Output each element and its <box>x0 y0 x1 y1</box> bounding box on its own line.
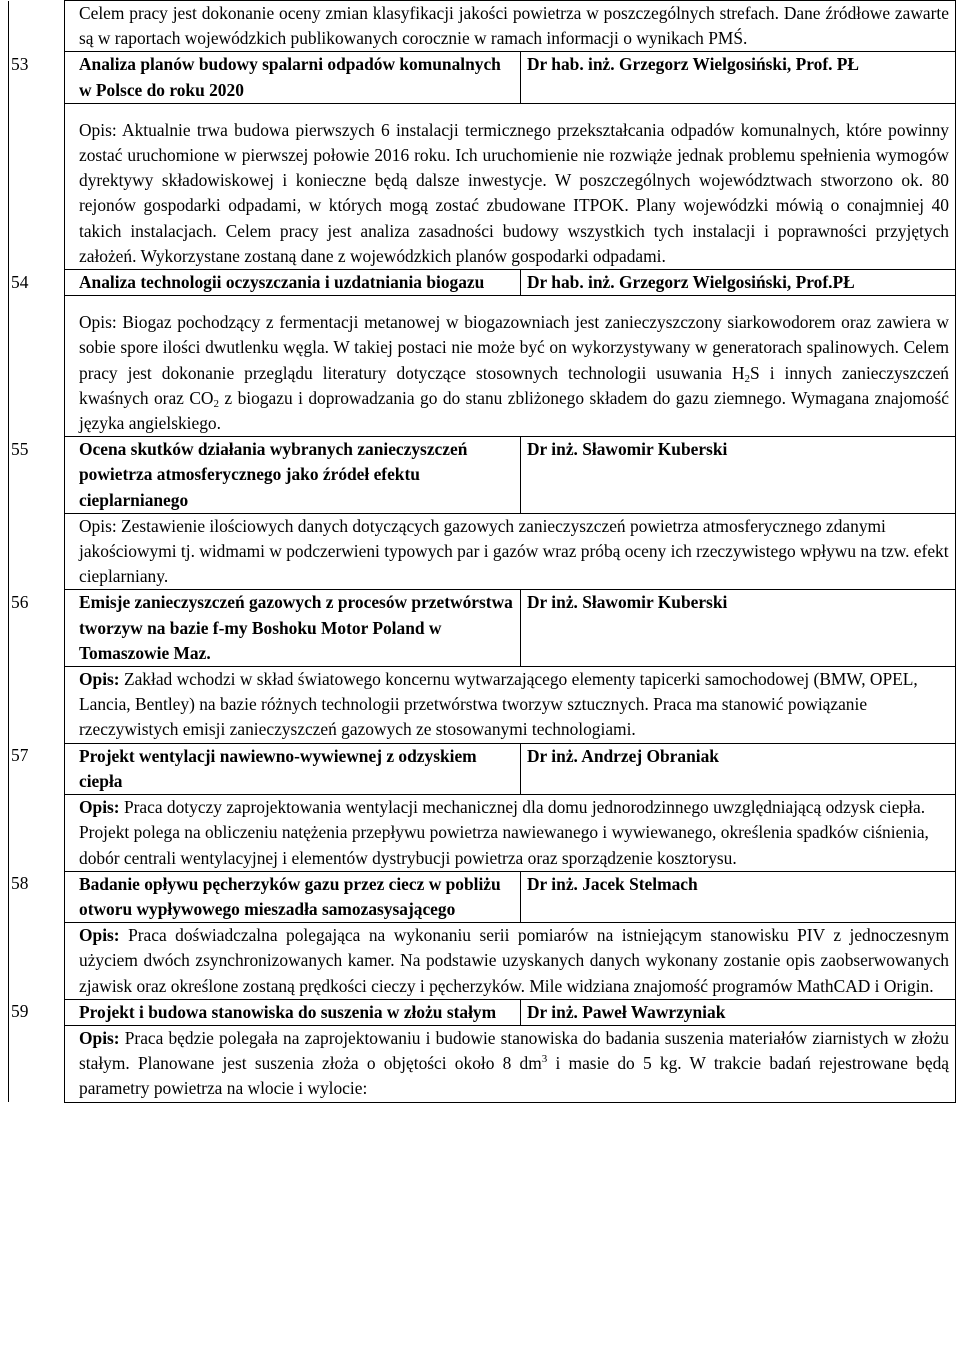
table-row <box>9 1 956 52</box>
table-row <box>9 999 956 1025</box>
description-label: Opis: <box>79 515 117 536</box>
supervisor-name: Dr hab. inż. Grzegorz Wielgosiński, Prof. PŁ <box>521 52 956 103</box>
row-number: 57 <box>9 743 65 794</box>
table-row <box>9 667 956 744</box>
table-row <box>9 1025 956 1102</box>
row-number: 55 <box>9 437 65 514</box>
topic-title: Analiza technologii oczyszczania i uzdatniania biogazu <box>65 270 521 296</box>
row-number: 59 <box>9 999 65 1025</box>
table-row <box>9 437 956 514</box>
table-row <box>9 52 956 103</box>
topic-title: Ocena skutków działania wybranych zanieczyszczeń powietrza atmosferycznego jako źródeł efektu cieplarnianego <box>65 437 521 514</box>
supervisor-name: Dr inż. Andrzej Obraniak <box>521 743 956 794</box>
row-number: 56 <box>9 590 65 667</box>
supervisor-name: Dr inż. Paweł Wawrzyniak <box>521 999 956 1025</box>
table-row <box>9 270 956 296</box>
topic-description: Opis: Zestawienie ilościowych danych dotyczących gazowych zanieczyszczeń powietrza atmosferycznego zdanymi jakościowymi tj. widmami w podczerwieni typowych par i gazów wraz próbą oceny ich rzeczywistego wpływu na tzw. efekt cieplarniany. <box>65 513 956 590</box>
description-label: Opis: <box>79 119 117 140</box>
thesis-topics-table <box>8 0 956 1103</box>
topic-title: Badanie opływu pęcherzyków gazu przez ciecz w pobliżu otworu wypływowego mieszadła samozasysającego <box>65 871 521 922</box>
topic-title: Projekt i budowa stanowiska do suszenia w złożu stałym <box>65 999 521 1025</box>
topic-description: Opis: Zakład wchodzi w skład światowego koncernu wytwarzającego elementy tapicerki samochodowej (BMW, OPEL, Lancia, Bentley) na bazie różnych technologii przetwórstwa tworzyw sztucznych. Praca ma stanowić powiązanie rzeczywistych emisji zanieczyszczeń gazowych ze stosowanymi technologiami. <box>65 667 956 744</box>
topic-description: Opis: Biogaz pochodzący z fermentacji metanowej w biogazowniach jest zanieczyszczony siarkowodorem oraz zawiera w sobie spore ilości dwutlenku węgla. W takiej postaci nie może być on wykorzystywany w generatorach spalinowych. Celem pracy jest dokonanie przeglądu literatury dotyczące stosownych technologii usuwania $H_2S$ i innych zanieczyszczeń kwaśnych oraz $CO_2$ z biogazu i doprowadzania go do stanu zbliżonego składem do gazu ziemnego. Wymagana znajomość języka angielskiego. <box>65 296 956 437</box>
description-label: Opis: <box>79 312 117 333</box>
table-row <box>9 296 956 437</box>
row-number <box>9 1 65 52</box>
table-row <box>9 590 956 667</box>
supervisor-name: Dr inż. Sławomir Kuberski <box>521 590 956 667</box>
table-row <box>9 743 956 794</box>
row-number: 58 <box>9 871 65 922</box>
topic-description: Opis: Praca dotyczy zaprojektowania wentylacji mechanicznej dla domu jednorodzinnego uwzględniającą odzysk ciepła. Projekt polega na obliczeniu natężenia przepływu powietrza nawiewanego i wywiewanego, określenia spadków ciśnienia, dobór centrali wentylacyjnej i elementów dystrybucji powietrza oraz sporządzenie kosztorysu. <box>65 795 956 872</box>
table-row <box>9 513 956 590</box>
topic-description: Celem pracy jest dokonanie oceny zmian klasyfikacji jakości powietrza w poszczególnych strefach. Dane źródłowe zawarte są w raportach wojewódzkich publikowanych corocznie w ramach informacji o wynikach PMŚ. <box>65 1 956 52</box>
table-row <box>9 795 956 872</box>
row-number: 54 <box>9 270 65 296</box>
topic-description: Opis: Praca będzie polegała na zaprojektowaniu i budowie stanowiska do badania suszenia materiałów ziarnistych w złożu stałym. Planowane jest suszenia złoża o objętości około 8 $dm^3$ i masie do 5 kg. W trakcie badań rejestrowane będą parametry powietrza na wlocie i wylocie: <box>65 1025 956 1102</box>
topic-title: Analiza planów budowy spalarni odpadów komunalnych w Polsce do roku 2020 <box>65 52 521 103</box>
description-label: Opis: <box>79 797 120 818</box>
topic-description: Opis: Aktualnie trwa budowa pierwszych 6 instalacji termicznego przekształcania odpadów komunalnych, które powinny zostać uruchomione w pierwszej połowie 2016 roku. Ich uruchomienie nie rozwiąże jednak problemu spełnienia wymogów dyrektywy składowiskowej i konieczne będą dalsze inwestycje. W poszczególnych województwach stworzono ok. 80 rejonów gospodarki odpadami, w których mogą zostać zbudowane ITPOK. Plany wojewódzki mówią o conajmniej 40 takich instalacjach. Celem pracy jest analiza zasadności budowy wszystkich tych instalacji i poprawności przyjętych założeń. Wykorzystane zostaną dane z wojewódzkich planów gospodarki odpadami. <box>65 103 956 269</box>
supervisor-name: Dr inż. Sławomir Kuberski <box>521 437 956 514</box>
topic-title: Projekt wentylacji nawiewno-wywiewnej z odzyskiem ciepła <box>65 743 521 794</box>
document-page <box>8 0 956 1357</box>
table-row <box>9 923 956 1000</box>
topic-title: Emisje zanieczyszczeń gazowych z procesów przetwórstwa tworzyw na bazie f-my Boshoku Motor Poland w Tomaszowie Maz. <box>65 590 521 667</box>
topic-description: Opis: Praca doświadczalna polegająca na wykonaniu serii pomiarów na istniejącym stanowisku PIV z jednoczesnym użyciem dwóch zsynchronizowanych kamer. Na podstawie uzyskanych danych wykonany zostanie opis zaobserwowanych zjawisk oraz określone zostaną prędkości cieczy i pęcherzyków. Mile widziana znajomość programów MathCAD i Origin. <box>65 923 956 1000</box>
description-label: Opis: <box>79 669 120 690</box>
description-label: Opis: <box>79 925 120 946</box>
row-number: 53 <box>9 52 65 103</box>
description-label: Opis: <box>79 1027 120 1048</box>
table-row <box>9 103 956 269</box>
supervisor-name: Dr inż. Jacek Stelmach <box>521 871 956 922</box>
supervisor-name: Dr hab. inż. Grzegorz Wielgosiński, Prof.PŁ <box>521 270 956 296</box>
table-row <box>9 871 956 922</box>
